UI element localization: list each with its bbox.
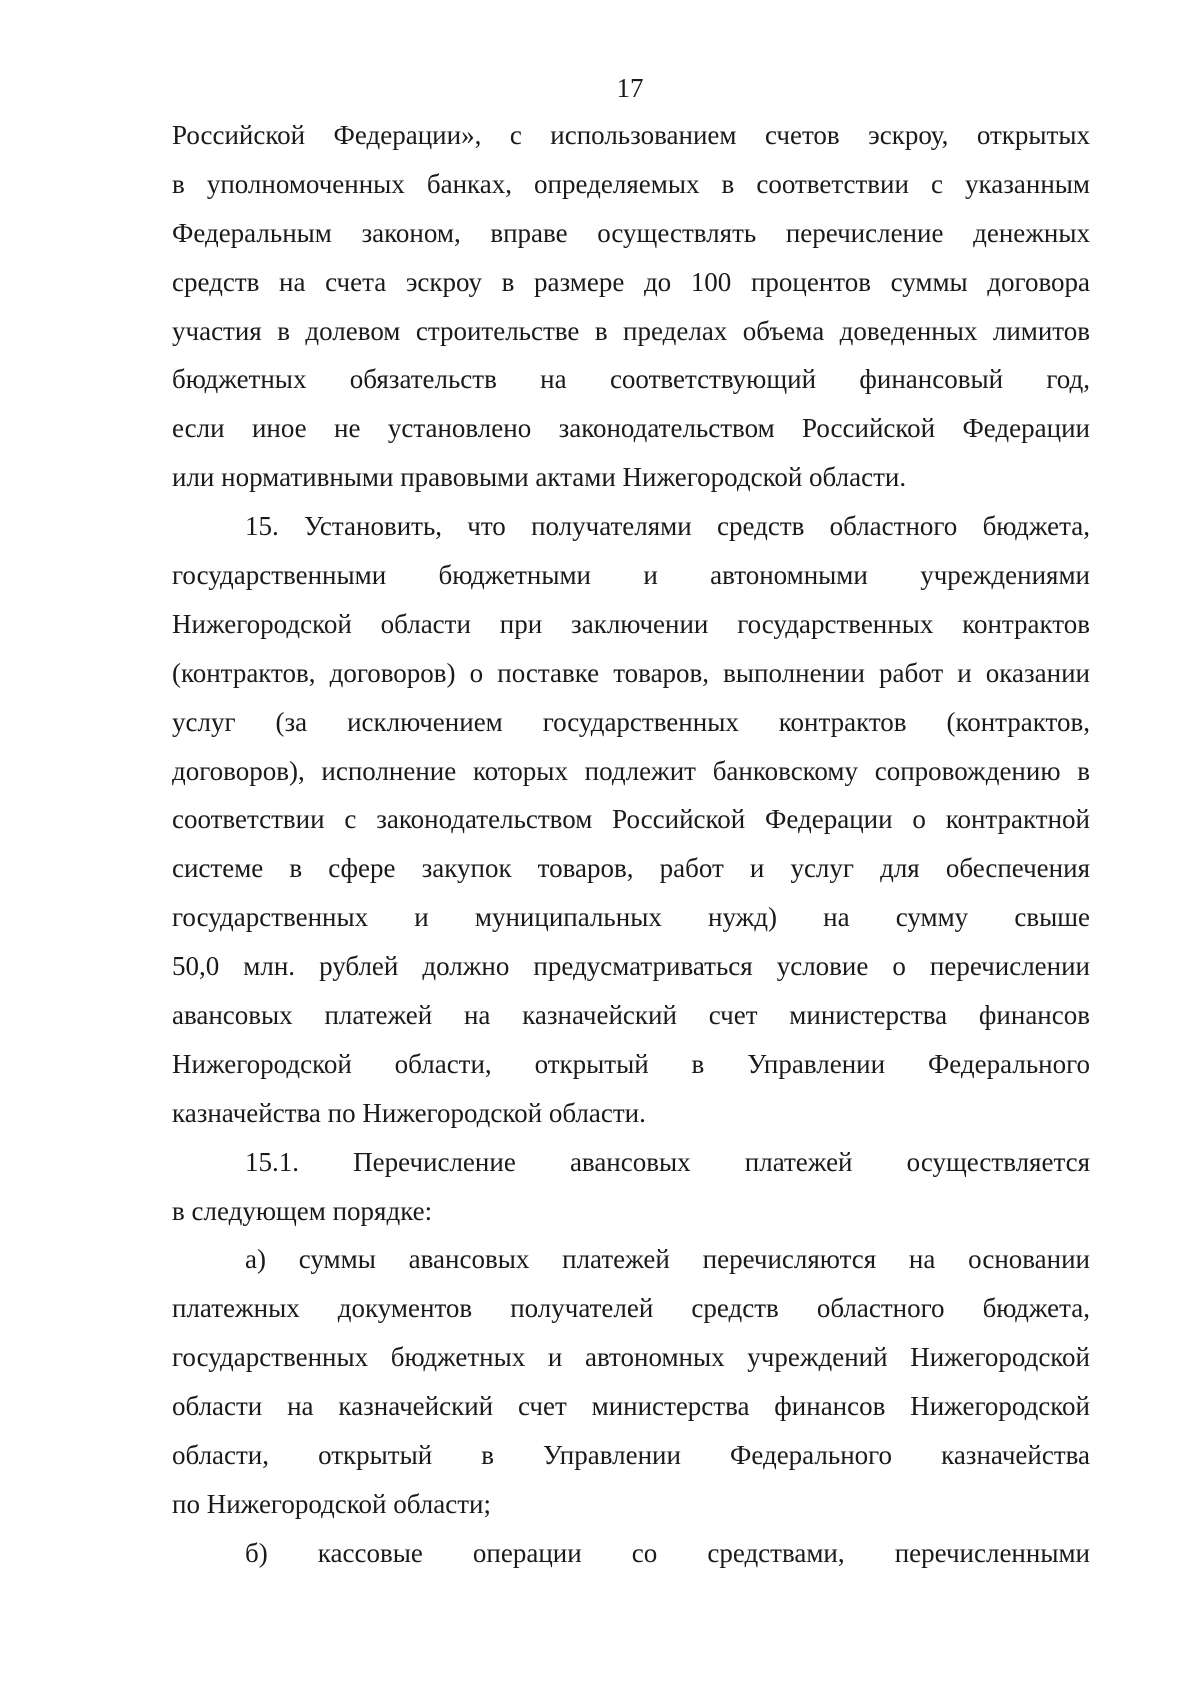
text-line: (контрактов, договоров) о поставке товаров, выполнении работ и оказании	[172, 657, 1090, 688]
text-line: системе в сфере закупок товаров, работ и услуг для обеспечения	[172, 853, 1090, 884]
text-line: соответствии с законодательством Российской Федерации о контрактной	[172, 804, 1090, 835]
text-line: государственных бюджетных и автономных учреждений Нижегородской	[172, 1342, 1090, 1373]
text-line: казначейства по Нижегородской области.	[172, 1097, 646, 1128]
text-line: или нормативными правовыми актами Нижегородской области.	[172, 462, 907, 493]
text-line: а) суммы авансовых платежей перечисляются на основании	[245, 1244, 1090, 1275]
text-line: б) кассовые операции со средствами, перечисленными	[245, 1537, 1090, 1568]
text-line: в уполномоченных банках, определяемых в соответствии с указанным	[172, 168, 1090, 199]
text-line: 15. Установить, что получателями средств областного бюджета,	[245, 511, 1090, 542]
text-line: области, открытый в Управлении Федерального казначейства	[172, 1440, 1090, 1471]
text-line: участия в долевом строительстве в пределах объема доведенных лимитов	[172, 315, 1090, 346]
text-line: Нижегородской области при заключении государственных контрактов	[172, 608, 1090, 639]
text-line: области на казначейский счет министерства финансов Нижегородской	[172, 1391, 1090, 1422]
page-number: 17	[616, 73, 644, 103]
text-line: авансовых платежей на казначейский счет министерства финансов	[172, 1000, 1090, 1031]
text-line: Федеральным законом, вправе осуществлять перечисление денежных	[172, 217, 1090, 248]
text-line: по Нижегородской области;	[172, 1488, 491, 1519]
text-line: бюджетных обязательств на соответствующий финансовый год,	[172, 364, 1090, 395]
text-line: 50,0 млн. рублей должно предусматриваться условие о перечислении	[172, 951, 1090, 982]
text-line: Российской Федерации», с использованием счетов эскроу, открытых	[172, 120, 1090, 150]
text-line: государственных и муниципальных нужд) на сумму свыше	[172, 902, 1090, 933]
body-text	[172, 111, 1090, 1578]
text-line: если иное не установлено законодательством Российской Федерации	[172, 413, 1090, 444]
text-line: средств на счета эскроу в размере до 100 процентов суммы договора	[172, 266, 1090, 297]
text-line: государственными бюджетными и автономными учреждениями	[172, 560, 1090, 591]
text-line: в следующем порядке:	[172, 1195, 433, 1226]
text-line: платежных документов получателей средств областного бюджета,	[172, 1293, 1090, 1324]
text-line: 15.1. Перечисление авансовых платежей осуществляется	[245, 1146, 1090, 1177]
text-line: договоров), исполнение которых подлежит банковскому сопровождению в	[172, 755, 1090, 786]
text-line: услуг (за исключением государственных контрактов (контрактов,	[172, 706, 1090, 737]
text-line: Нижегородской области, открытый в Управлении Федерального	[172, 1048, 1090, 1079]
